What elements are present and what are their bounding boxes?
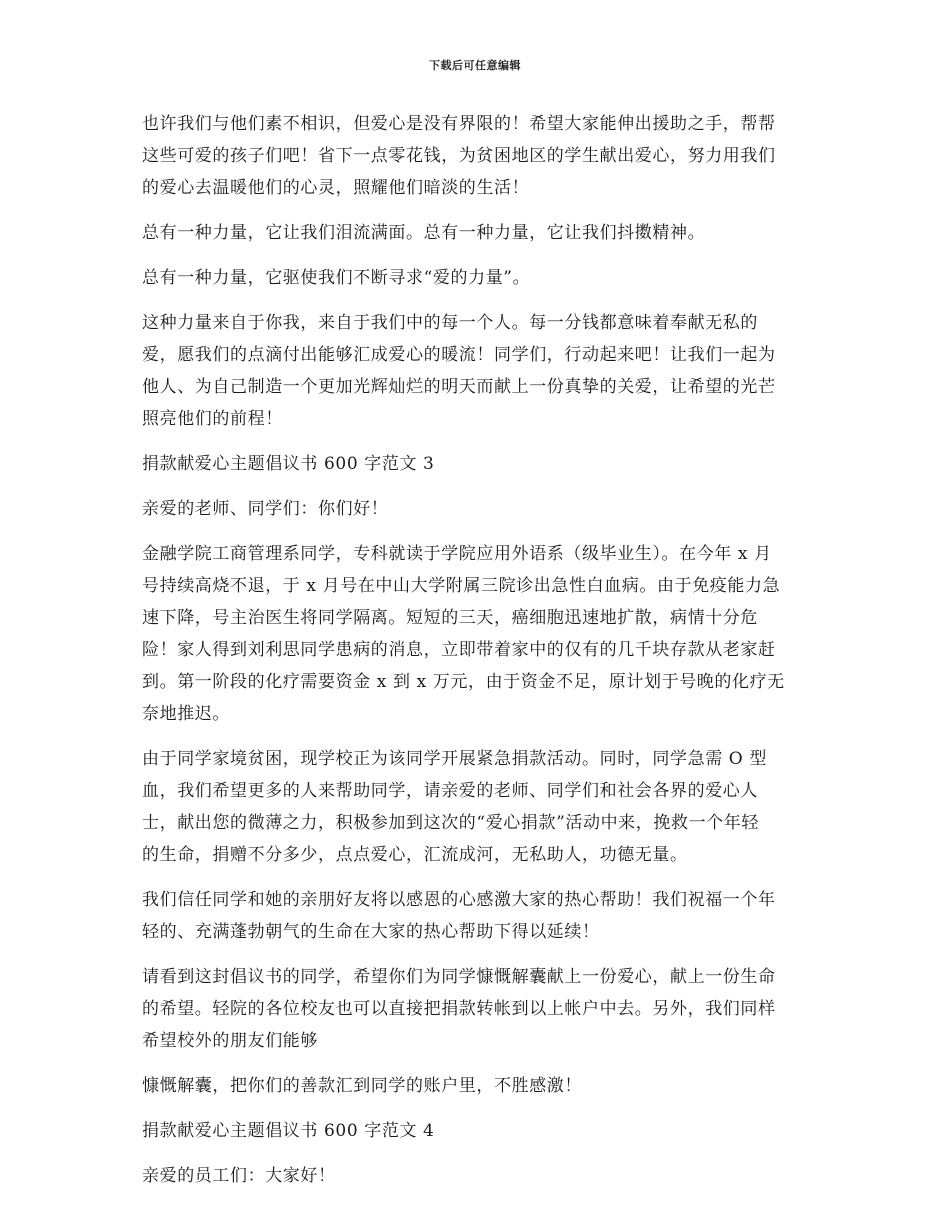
paragraph xyxy=(142,538,812,730)
text-line: 速下降，号主治医生将同学隔离。短短的三天，癌细胞迅速地扩散，病情十分危 xyxy=(142,608,758,628)
text-line: 捐款献爱心主题倡议书 600 字范文 3 xyxy=(142,454,435,474)
text-line: 爱，愿我们的点滴付出能够汇成爱心的暖流！同学们，行动起来吧！让我们一起为 xyxy=(142,345,776,365)
text-line: 士，献出您的微薄之力，积极参加到这次的“爱心捐款”活动中来，挽救一个年轻 xyxy=(142,813,759,833)
text-line: 总有一种力量，它让我们泪流满面。总有一种力量，它让我们抖擞精神。 xyxy=(142,223,706,243)
download-edit-note: 下载后可任意编辑 xyxy=(429,59,521,72)
text-line: 由于同学家境贫困，现学校正为该同学开展紧急捐款活动。同时，同学急需 O 型 xyxy=(142,749,767,769)
text-line: 我们信任同学和她的亲朋好友将以感恩的心感激大家的热心帮助！我们祝福一个年 xyxy=(142,890,776,910)
text-line: 捐款献爱心主题倡议书 600 字范文 4 xyxy=(142,1121,435,1141)
text-line: 这种力量来自于你我，来自于我们中的每一个人。每一分钱都意味着奉献无私的 xyxy=(142,313,758,333)
paragraph xyxy=(142,1115,812,1147)
paragraph xyxy=(142,743,812,871)
paragraph xyxy=(142,961,812,1057)
text-line: 轻的、充满蓬勃朝气的生命在大家的热心帮助下得以延续！ xyxy=(142,922,600,942)
text-line: 血，我们希望更多的人来帮助同学，请亲爱的老师、同学们和社会各界的爱心人 xyxy=(142,781,758,801)
paragraph xyxy=(142,108,812,204)
paragraph xyxy=(142,448,812,480)
paragraph xyxy=(142,1070,812,1102)
text-line: 号持续高烧不退，于 x 月号在中山大学附属三院诊出急性白血病。由于免疫能力急 xyxy=(142,576,781,596)
text-line: 亲爱的老师、同学们：你们好！ xyxy=(142,499,389,519)
text-line: 总有一种力量，它驱使我们不断寻求“爱的力量”。 xyxy=(142,268,531,288)
paragraph xyxy=(142,217,812,249)
text-line: 慷慨解囊，把你们的善款汇到同学的账户里，不胜感激！ xyxy=(142,1076,582,1096)
text-line: 照亮他们的前程！ xyxy=(142,409,283,429)
text-line: 险！家人得到刘利思同学患病的消息，立即带着家中的仅有的几千块存款从老家赶 xyxy=(142,640,776,660)
text-line: 也许我们与他们素不相识，但爱心是没有界限的！希望大家能伸出援助之手，帮帮 xyxy=(142,114,776,134)
text-line: 他人、为自己制造一个更加光辉灿烂的明天而献上一份真挚的关爱，让希望的光芒 xyxy=(142,377,776,397)
paragraph xyxy=(142,493,812,525)
document-body xyxy=(142,108,812,1205)
paragraph xyxy=(142,884,812,948)
text-line: 的生命，捐赠不分多少，点点爱心，汇流成河，无私助人，功德无量。 xyxy=(142,845,688,865)
text-line: 亲爱的员工们：大家好！ xyxy=(142,1166,336,1186)
text-line: 奈地推迟。 xyxy=(142,704,230,724)
paragraph xyxy=(142,1160,812,1192)
text-line: 到。第一阶段的化疗需要资金 x 到 x 万元，由于资金不足，原计划于号晚的化疗无 xyxy=(142,672,785,692)
paragraph xyxy=(142,307,812,435)
text-line: 这些可爱的孩子们吧！省下一点零花钱，为贫困地区的学生献出爱心，努力用我们 xyxy=(142,146,776,166)
paragraph xyxy=(142,262,812,294)
text-line: 的爱心去温暖他们的心灵，照耀他们暗淡的生活！ xyxy=(142,178,530,198)
text-line: 的希望。轻院的各位校友也可以直接把捐款转帐到以上帐户中去。另外，我们同样 xyxy=(142,999,776,1019)
text-line: 金融学院工商管理系同学，专科就读于学院应用外语系（级毕业生）。在今年 x 月 xyxy=(142,544,772,564)
text-line: 希望校外的朋友们能够 xyxy=(142,1031,318,1051)
text-line: 请看到这封倡议书的同学，希望你们为同学慷慨解囊献上一份爱心，献上一份生命 xyxy=(142,967,776,987)
